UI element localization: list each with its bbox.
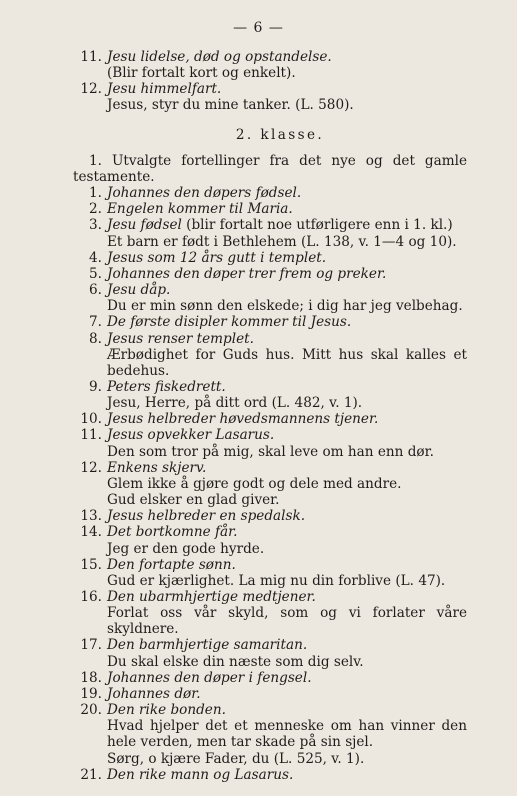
item-title-line — [107, 217, 467, 233]
item-body — [107, 379, 467, 411]
item-title: Peters fiskedrett. — [107, 378, 226, 395]
page-content — [69, 49, 467, 783]
item-body — [107, 314, 467, 330]
item-body — [107, 670, 467, 686]
item-title: Jesu fødsel — [107, 217, 182, 234]
item-title-line — [107, 767, 467, 783]
item-number: 7. — [89, 314, 102, 331]
item-body — [107, 81, 467, 113]
list-item — [69, 331, 467, 379]
list-item — [69, 266, 467, 282]
list-item — [69, 81, 467, 113]
item-body — [107, 49, 467, 81]
item-title: Den rike mann og Lasarus. — [107, 766, 294, 783]
lesson-list-class-2 — [69, 185, 467, 783]
list-item — [69, 185, 467, 201]
item-body — [107, 686, 467, 702]
page-number: — 6 — — [233, 20, 284, 36]
item-body — [107, 282, 467, 314]
item-text: (Blir fortalt kort og enkelt). — [107, 65, 296, 82]
item-text: Glem ikke å gjøre godt og dele med andre. — [107, 475, 402, 492]
item-body — [107, 589, 467, 637]
list-item — [69, 524, 467, 556]
item-body — [107, 557, 467, 589]
item-number: 2. — [89, 201, 102, 218]
item-number: 19. — [80, 685, 102, 702]
item-title-line — [107, 557, 467, 573]
item-text: Forlat oss vår skyld, som og vi forlater våre skyldnere. — [107, 605, 467, 638]
item-number: 11. — [80, 49, 102, 65]
item-text: Ærbødighet for Guds hus. Mitt hus skal kalles et bedehus. — [107, 346, 467, 379]
list-item — [69, 314, 467, 330]
item-title-line — [107, 250, 467, 266]
item-title-line — [107, 49, 467, 65]
item-title-note: (blir fortalt noe utførligere enn i 1. kl.) — [181, 217, 453, 234]
item-number: 20. — [80, 702, 102, 719]
item-title-line — [107, 508, 467, 524]
item-number: 17. — [80, 637, 102, 654]
item-body — [107, 702, 467, 767]
item-title: De første disipler kommer til Jesus. — [107, 314, 352, 331]
item-number: 4. — [89, 249, 102, 266]
item-title: Jesu dåp. — [107, 282, 171, 299]
item-title: Jesu himmelfart. — [107, 81, 222, 98]
item-title: Den fortapte sønn. — [107, 556, 236, 573]
item-text: Jesu, Herre, på ditt ord (L. 482, v. 1). — [107, 395, 363, 412]
item-title: Johannes den døper trer frem og preker. — [107, 265, 387, 282]
list-item — [69, 508, 467, 524]
item-text: Gud elsker en glad giver. — [107, 492, 280, 509]
item-body — [107, 217, 467, 249]
item-body — [107, 524, 467, 556]
list-item — [69, 379, 467, 411]
item-number: 14. — [80, 524, 102, 541]
item-body — [107, 637, 467, 669]
list-item — [69, 460, 467, 508]
item-title: Jesus opvekker Lasarus. — [107, 427, 275, 444]
item-title-line — [107, 686, 467, 702]
item-number: 18. — [80, 669, 102, 686]
item-number: 3. — [89, 217, 102, 234]
item-body — [107, 201, 467, 217]
list-item — [69, 427, 467, 459]
list-item — [69, 670, 467, 686]
item-title: Jesu lidelse, død og opstandelse. — [107, 49, 332, 65]
list-item — [69, 201, 467, 217]
item-title: Jesus som 12 års gutt i templet. — [107, 249, 327, 266]
item-number: 15. — [80, 556, 102, 573]
item-body — [107, 411, 467, 427]
item-text: Gud er kjærlighet. La mig nu din forblive (L. 47). — [107, 572, 446, 589]
item-title: Johannes dør. — [107, 685, 201, 702]
item-text: Du er min sønn den elskede; i dig har jeg velbehag. — [107, 298, 463, 315]
item-number: 12. — [80, 459, 102, 476]
item-body — [107, 427, 467, 459]
item-title-line — [107, 266, 467, 282]
item-title: Engelen kommer til Maria. — [107, 201, 293, 218]
item-title-line — [107, 314, 467, 330]
item-body — [107, 266, 467, 282]
list-item — [69, 702, 467, 767]
item-body — [107, 767, 467, 783]
item-title-line — [107, 589, 467, 605]
item-title: Enkens skjerv. — [107, 459, 207, 476]
list-item — [69, 250, 467, 266]
item-number: 6. — [89, 282, 102, 299]
item-number: 16. — [80, 589, 102, 605]
list-item — [69, 589, 467, 637]
item-title: Johannes den døper i fengsel. — [107, 669, 312, 686]
item-title: Det bortkomne får. — [107, 524, 238, 541]
item-number: 21. — [80, 766, 102, 783]
item-number: 9. — [89, 378, 102, 395]
item-number: 13. — [80, 508, 102, 525]
item-text: Jeg er den gode hyrde. — [107, 540, 265, 557]
item-title: Den ubarmhjertige medtjener. — [107, 589, 316, 605]
item-body — [107, 250, 467, 266]
item-title-line — [107, 411, 467, 427]
list-item — [69, 767, 467, 783]
section-heading: 2. klasse. — [235, 126, 325, 143]
item-number: 11. — [80, 427, 102, 444]
list-item — [69, 557, 467, 589]
item-body — [107, 508, 467, 524]
list-item — [69, 411, 467, 427]
item-title: Jesus renser templet. — [107, 330, 254, 347]
list-item — [69, 49, 467, 81]
item-title-line — [107, 670, 467, 686]
list-item — [69, 217, 467, 249]
item-text: Den som tror på mig, skal leve om han enn dør. — [107, 443, 434, 460]
item-title-line — [107, 81, 467, 97]
item-title-line — [107, 201, 467, 217]
item-text: Sørg, o kjære Fader, du (L. 525, v. 1). — [107, 750, 365, 767]
lesson-list-class-1-end — [69, 49, 467, 114]
item-title-line — [107, 185, 467, 201]
item-body — [107, 185, 467, 201]
item-text: Et barn er født i Bethlehem (L. 138, v. 1—4 og 10). — [107, 233, 457, 250]
item-title-line — [107, 524, 467, 540]
item-title: Johannes den døpers fødsel. — [107, 185, 302, 202]
item-body — [107, 331, 467, 379]
item-number: 10. — [80, 411, 102, 428]
item-number: 5. — [89, 265, 102, 282]
item-title-line — [107, 282, 467, 298]
item-title-line — [107, 379, 467, 395]
item-number: 8. — [89, 330, 102, 347]
item-title-line — [107, 331, 467, 347]
list-item — [69, 686, 467, 702]
item-title: Jesus helbreder en spedalsk. — [107, 508, 306, 525]
item-body — [107, 460, 467, 508]
item-number: 1. — [89, 185, 102, 202]
item-text: Jesus, styr du mine tanker. (L. 580). — [107, 97, 354, 114]
item-title: Jesus helbreder høvedsmannens tjener. — [107, 411, 379, 428]
item-text: Hvad hjelper det et menneske om han vinner den hele verden, men tar skade på sin sjel. — [107, 718, 467, 751]
list-item — [69, 282, 467, 314]
item-title-line — [107, 637, 467, 653]
item-title-line — [107, 460, 467, 476]
item-text: Du skal elske din næste som dig selv. — [107, 653, 364, 670]
item-title-line — [107, 702, 467, 718]
item-number: 12. — [80, 81, 102, 98]
item-title-line — [107, 427, 467, 443]
item-title: Den rike bonden. — [107, 702, 226, 719]
list-item — [69, 637, 467, 669]
item-title: Den barmhjertige samaritan. — [107, 637, 308, 654]
section-intro: 1. Utvalgte fortellinger fra det nye og det gamle testamente. — [73, 152, 467, 185]
